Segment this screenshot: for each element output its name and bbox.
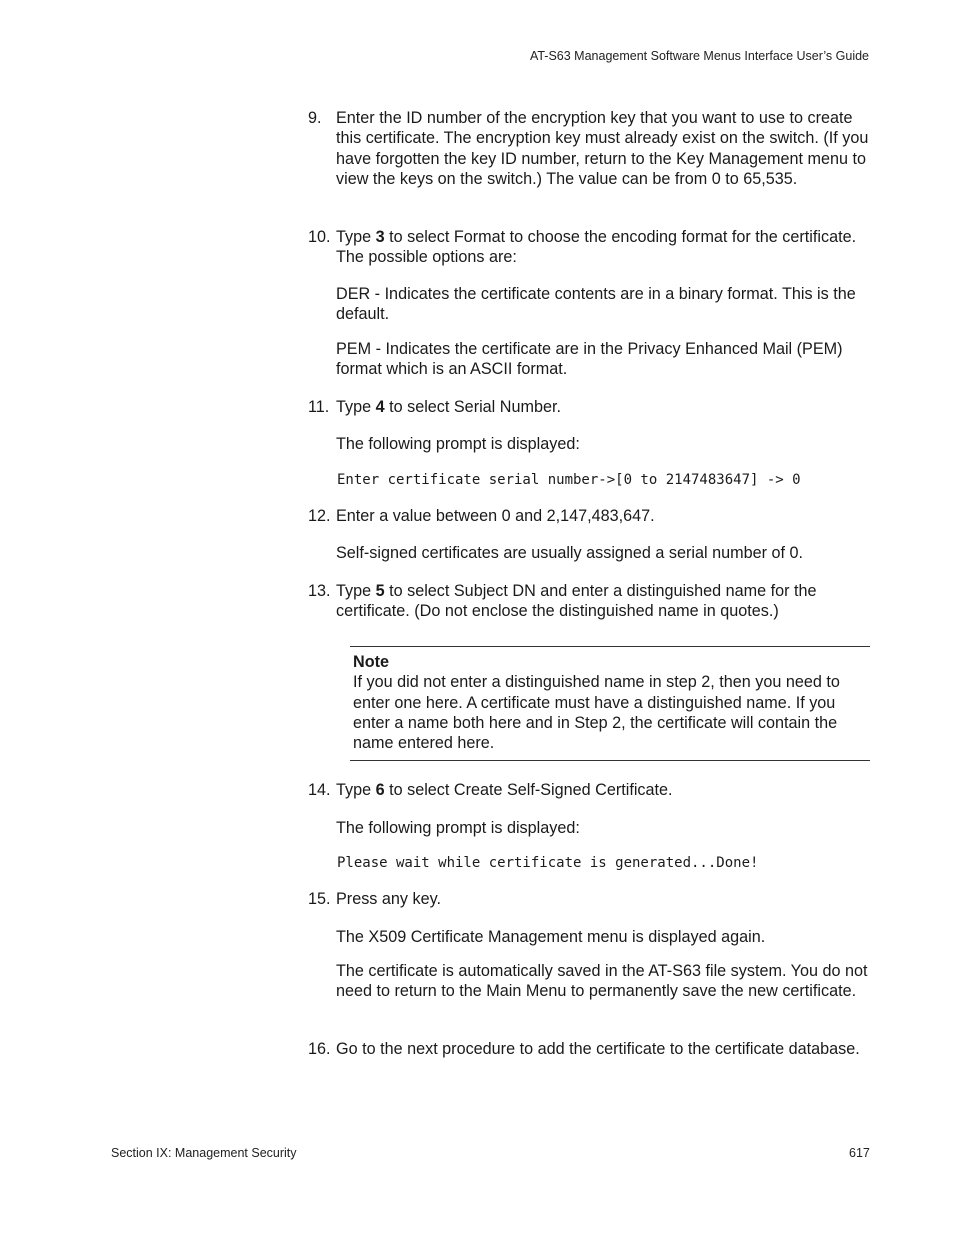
step-key: 6 [375, 781, 385, 799]
step-15 [308, 889, 870, 909]
step-13 [308, 581, 870, 622]
step-number: 15. [308, 890, 331, 908]
pem-option: PEM - Indicates the certificate are in the Privacy Enhanced Mail (PEM) format which is an ASCII format. [336, 340, 843, 379]
der-option: DER - Indicates the certificate contents are in a binary format. This is the default. [336, 285, 856, 324]
step-text-pre: Type [336, 228, 376, 246]
step-text: Press any key. [336, 890, 441, 908]
page-number: 617 [849, 1146, 870, 1160]
step-text-post: to select Serial Number. [384, 398, 561, 416]
step-text-pre: Type [336, 781, 376, 799]
step-11 [308, 397, 870, 417]
step-number: 14. [308, 781, 331, 799]
step-text: Enter the ID number of the encryption key that you want to use to create this certificate. The encryption key must already exist on the switch. (If you have forgotten the key ID number, return to the Key Management menu to view the keys on the switch.) The value can be from 0 to 65,535. [336, 109, 869, 188]
step-text-post: to select Format to choose the encoding format for the certificate. The possible options are: [336, 228, 857, 267]
note-title: Note [353, 653, 389, 671]
saved-info: The certificate is automatically saved in the AT-S63 file system. You do not need to return to the Main Menu to permanently save the new certificate. [336, 962, 868, 1001]
step-key: 4 [375, 398, 385, 416]
code-sample: Please wait while certificate is generated...Done! [337, 855, 759, 871]
step-text [336, 227, 870, 268]
step-14 [308, 780, 870, 800]
step-number: 11. [308, 398, 330, 416]
step-number: 9. [308, 109, 322, 127]
step-number: 12. [308, 507, 331, 525]
footer-section: Section IX: Management Security [111, 1146, 297, 1160]
step-text: Enter a value between 0 and 2,147,483,647. [336, 507, 655, 525]
step-16 [308, 1039, 870, 1059]
step-text: Go to the next procedure to add the certificate to the certificate database. [336, 1040, 860, 1058]
step-text [336, 581, 870, 622]
code-sample: Enter certificate serial number->[0 to 2147483647] -> 0 [337, 472, 801, 488]
step-12 [308, 506, 870, 526]
menu-displayed-info: The X509 Certificate Management menu is displayed again. [336, 928, 766, 946]
step-text-pre: Type [336, 398, 376, 416]
step-key: 3 [375, 228, 385, 246]
running-header: AT-S63 Management Software Menus Interface User’s Guide [529, 49, 869, 63]
self-signed-info: Self-signed certificates are usually assigned a serial number of 0. [336, 544, 803, 562]
step-text [336, 397, 870, 417]
step-9 [308, 108, 870, 189]
step-10 [308, 227, 870, 268]
step-key: 5 [375, 582, 385, 600]
step-number: 13. [308, 582, 331, 600]
prompt-text: The following prompt is displayed: [336, 819, 580, 837]
step-text-post: to select Subject DN and enter a distinguished name for the certificate. (Do not enclose the distinguished name in quotes.) [336, 582, 817, 621]
step-text [336, 780, 870, 800]
step-number: 10. [308, 228, 331, 246]
note-box [350, 646, 870, 761]
note-text: If you did not enter a distinguished name in step 2, then you need to enter one here. A certificate must have a distinguished name. If you enter a name both here and in Step 2, the certificate will contain the name entered here. [353, 673, 840, 753]
step-number: 16. [308, 1040, 331, 1058]
prompt-text: The following prompt is displayed: [336, 435, 580, 453]
step-text-post: to select Create Self-Signed Certificate. [384, 781, 673, 799]
step-text-pre: Type [336, 582, 376, 600]
